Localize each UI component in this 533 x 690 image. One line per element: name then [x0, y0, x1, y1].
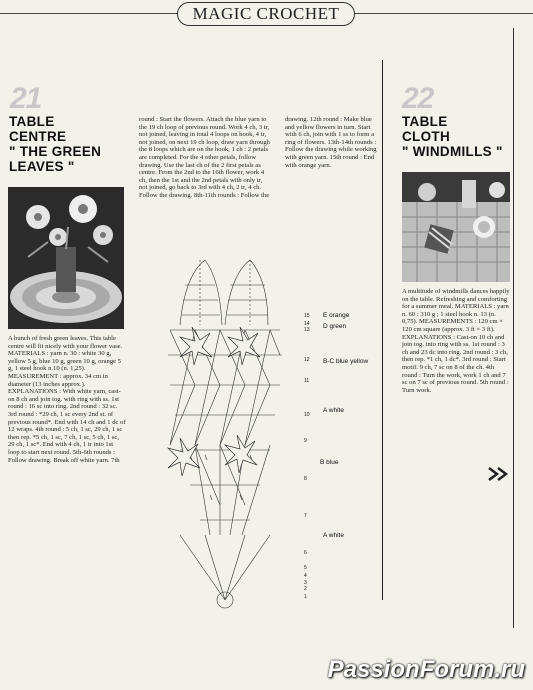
round-number: 7	[304, 513, 307, 519]
photo-doily-illustration	[8, 187, 124, 329]
site-watermark: PassionForum.ru	[327, 656, 525, 683]
pattern-number-21: 21	[10, 82, 42, 115]
round-number: 13	[304, 327, 310, 333]
magazine-title: MAGIC CROCHET	[192, 4, 340, 23]
pattern-heading-21: TABLE CENTRE " THE GREEN LEAVES "	[9, 114, 102, 174]
round-number: 4	[304, 573, 307, 579]
pattern-text-22: A multitude of windmills dances happily on the table. Refreshing and comforting for a summer meal. MATERIALS : yarn n. 60 : 310 g ; 1 steel hook n. 13 (n. 0,75). MEASUREMENTS : 120 cm × 120 cm square (approx. 3 ft × 3 ft). EXPLANATIONS : Cast-on 10 ch and join tog. into ring with ss. 1st round : 3 ch and 23 dc into ring. 2nd round : 3 ch, then rep. *1 ch, 1 dc*. 3rd round : Start motif. 9 ch, 7 sc on 8 of the ch. 4th round : Turn the work, work 1 ch and 7 sc on 7 sc of previous round. 5th round : Turn work.	[402, 288, 510, 394]
flower-motif	[225, 435, 257, 473]
round-number: 9	[304, 438, 307, 444]
label-a-white-1: A white	[323, 407, 344, 414]
pattern-number-22: 22	[402, 82, 434, 115]
photo-tablecloth-illustration	[402, 172, 510, 282]
pattern-text-21: A bunch of fresh green leaves. This table centre will fit nicely with your flower vase. MATERIALS : yarn n. 30 : white 30 g, yellow 5 g, blue 10 g, green 10 g, orange 5 g, 1 steel hook n.10 (n. 1,25). MEASUREMENT : approx. 34 cm in diameter (13 inches approx.). EXPLANATIONS : With white yarn, cast-on 8 ch and join tog. with ring with ss. 1st round : 16 sc into ring. 2nd round : 32 sc. 3rd round : *29 ch, 1 sc every 2nd st. of previous round*. End with 14 ch and 1 dc of 12 wraps. 4th round : 5 ch, 1 sc, 29 ch, 1 sc then rep. *5 ch, 1 sc, 7 ch, 1 sc, 5 ch, 1 sc, 29 ch, 1 sc*. End with 4 ch, 1 tr into 1st loop to start next round. 5th-6th rounds : Follow drawing. Break off white yarn. 7th	[8, 335, 126, 464]
label-d-green: D green	[323, 323, 347, 330]
round-number: 10	[304, 412, 310, 418]
page-edge-rule	[513, 28, 514, 628]
label-e-orange: E orange	[323, 312, 350, 319]
round-number: 12	[304, 357, 310, 363]
photo-tablecloth	[402, 172, 510, 282]
round-number: 8	[304, 476, 307, 482]
round-number: 11	[304, 378, 310, 384]
label-a-white-2: A white	[323, 532, 344, 539]
round-number: 3	[304, 580, 307, 586]
round-number: 1	[304, 594, 307, 600]
label-bc-blue-yellow: B-C blue yellow	[323, 358, 369, 365]
flower-motif	[228, 327, 260, 365]
round-number: 5	[304, 565, 307, 571]
pattern-text-21-continued: round : Start the flowers. Attach the blue yarn to the 19 ch loop of previous round. Work 4 ch, 3 tr, not joined, leaving in total 4 loops on hook, 4 tr, not joined, on next 19 ch loop, draw yarn through the 8 loops which are on the hook, 1 ch : 2 petals are completed. For the 4 other petals, follow drawing. Use the last ch of the 2 first petals as centre. From the 2nd to the 16th flower, work 4 ch, then the 1st and the 2nd petals with only tr, not joined, go back to 3rd with 4 ch, 2 tr, 4 ch. Follow the drawing. 8th-11th rounds : Follow the	[139, 116, 270, 199]
column-rule	[382, 60, 383, 600]
crochet-diagram	[150, 255, 300, 610]
magazine-title-box	[177, 2, 355, 26]
photo-table-centre	[8, 187, 124, 329]
label-b-blue: B blue	[320, 459, 339, 466]
pattern-heading-22: TABLE CLOTH " WINDMILLS "	[402, 114, 503, 159]
round-number: 6	[304, 550, 307, 556]
next-page-arrow-icon	[487, 466, 511, 487]
round-number: 2	[304, 586, 307, 592]
pattern-text-21-end: drawing. 12th round : Make blue and yellow flowers in turn. Start with 6 ch, join with 1 ss to form a ring of flowers. 13th-14th rounds : Follow the drawing while working with green yarn. 15th round : End with orange yarn.	[285, 116, 377, 169]
round-number: 15	[304, 313, 310, 319]
round-number: 14	[304, 321, 310, 327]
